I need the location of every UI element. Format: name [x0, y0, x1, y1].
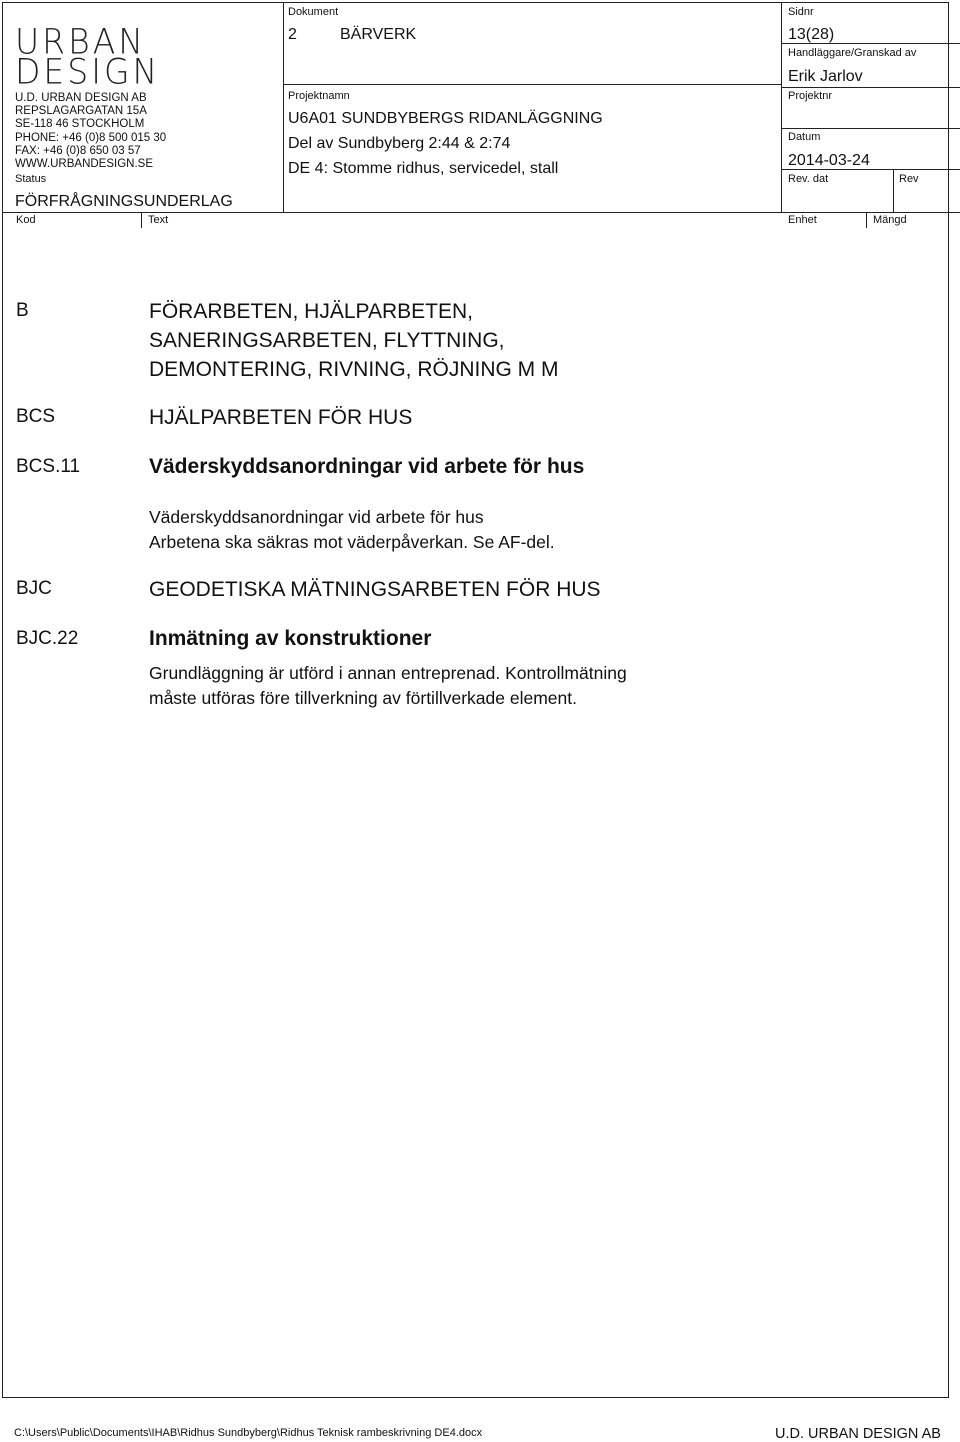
urban-design-logo	[15, 20, 161, 93]
address-line: SE-118 46 STOCKHOLM	[15, 118, 145, 131]
revision-label: Rev	[899, 173, 919, 185]
project-name-line-3: DE 4: Stomme ridhus, servicedel, stall	[288, 160, 559, 177]
header-divider-left	[283, 2, 284, 212]
page-number-value: 13(28)	[788, 26, 835, 43]
heading-b-line: DEMONTERING, RIVNING, RÖJNING M M	[149, 358, 559, 381]
header-rule-projnr	[781, 128, 960, 129]
logo-line-1: URBAN	[15, 20, 146, 62]
date-value: 2014-03-24	[788, 152, 870, 169]
description-line: Arbetena ska säkras mot väderpåverkan. Se AF-del.	[149, 531, 555, 552]
address-line: FAX: +46 (0)8 650 03 57	[15, 144, 141, 157]
project-name-line-2: Del av Sundbyberg 2:44 & 2:74	[288, 135, 511, 152]
address-line: WWW.URBANDESIGN.SE	[15, 158, 154, 171]
description-line: måste utföras före tillverkning av förtillverkade element.	[149, 687, 577, 708]
header-rule-bottom	[2, 212, 960, 213]
description-bcs-11	[149, 505, 555, 554]
address-line: REPSLAGARGATAN 15A	[15, 105, 147, 118]
page-number-label: Sidnr	[788, 6, 814, 18]
handler-value: Erik Jarlov	[788, 68, 863, 85]
column-header-mangd: Mängd	[873, 214, 907, 226]
column-header-kod: Kod	[16, 214, 36, 226]
code-bcs-11: BCS.11	[16, 456, 81, 477]
footer-file-path: C:\Users\Public\Documents\IHAB\Ridhus Sundbyberg\Ridhus Teknisk rambeskrivning DE4.docx	[14, 1427, 483, 1439]
code-bjc: BJC	[16, 578, 52, 599]
company-address	[15, 92, 166, 171]
status-value: FÖRFRÅGNINGSUNDERLAG	[15, 193, 233, 210]
footer-company: U.D. URBAN DESIGN AB	[775, 1426, 941, 1442]
header-divider-rev	[893, 169, 894, 212]
title-bcs-11: Väderskyddsanordningar vid arbete för hus	[149, 455, 585, 478]
heading-b	[149, 297, 559, 384]
header-rule-document	[283, 84, 781, 85]
date-label: Datum	[788, 131, 821, 143]
description-line: Grundläggning är utförd i annan entreprenad. Kontrollmätning	[149, 663, 627, 683]
code-bcs: BCS	[16, 406, 56, 427]
header-divider-right	[781, 2, 782, 212]
address-line: U.D. URBAN DESIGN AB	[15, 92, 147, 104]
address-line: PHONE: +46 (0)8 500 015 30	[15, 131, 167, 144]
description-line: Väderskyddsanordningar vid arbete för hus	[149, 507, 484, 527]
revision-date-label: Rev. dat	[788, 173, 829, 185]
document-label: Dokument	[288, 6, 339, 18]
column-tick-text	[141, 212, 142, 228]
heading-b-line: SANERINGSARBETEN, FLYTTNING,	[149, 329, 505, 352]
column-tick-mangd	[866, 212, 867, 228]
status-label: Status	[15, 173, 47, 185]
header-rule-handler	[781, 87, 960, 88]
description-bjc-22	[149, 661, 627, 710]
column-header-text: Text	[148, 214, 169, 226]
heading-b-line: FÖRARBETEN, HJÄLPARBETEN,	[149, 300, 474, 323]
code-b: B	[16, 300, 29, 321]
project-name-label: Projektnamn	[288, 90, 350, 102]
heading-bjc: GEODETISKA MÄTNINGSARBETEN FÖR HUS	[149, 578, 601, 601]
project-number-label: Projektnr	[788, 90, 833, 102]
project-name-line-1: U6A01 SUNDBYBERGS RIDANLÄGGNING	[288, 110, 603, 127]
column-header-enhet: Enhet	[788, 214, 817, 226]
document-number: 2	[288, 26, 297, 43]
handler-label: Handläggare/Granskad av	[788, 47, 917, 59]
document-name: BÄRVERK	[340, 26, 417, 43]
logo-line-2: DESIGN	[15, 51, 161, 93]
code-bjc-22: BJC.22	[16, 628, 79, 649]
heading-bcs: HJÄLPARBETEN FÖR HUS	[149, 406, 413, 429]
title-bjc-22: Inmätning av konstruktioner	[149, 627, 432, 650]
